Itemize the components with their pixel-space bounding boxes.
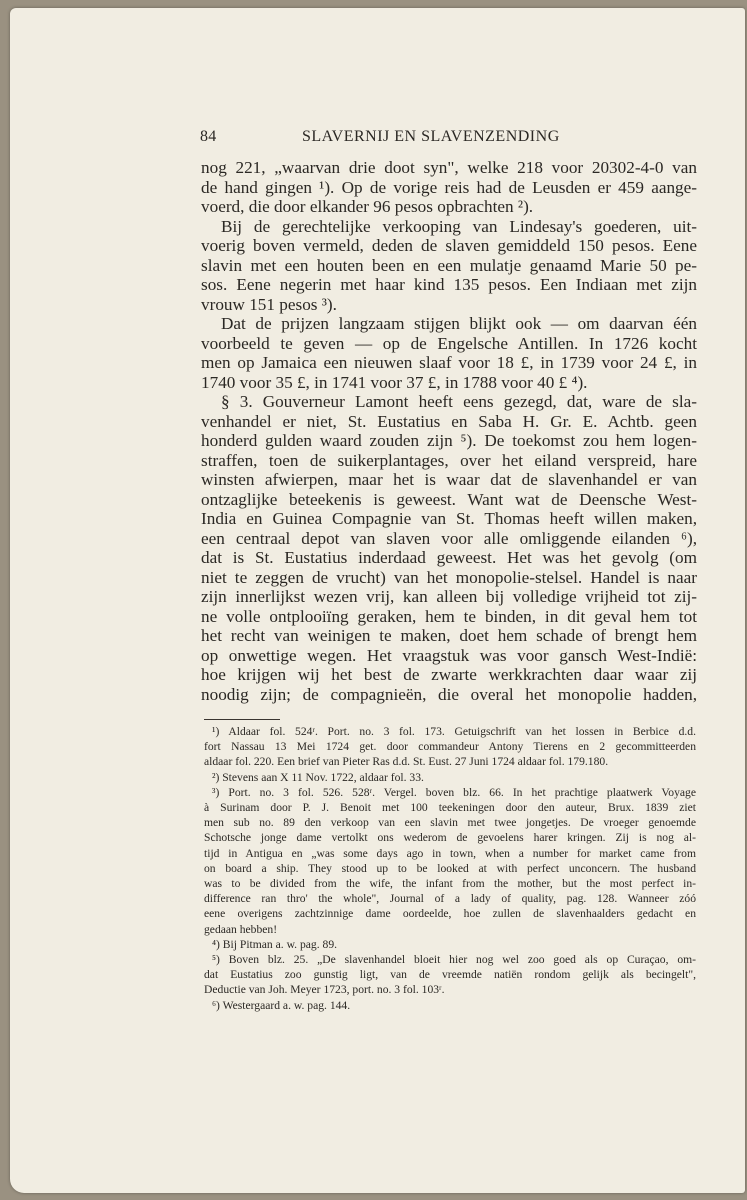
body-line: nog 221, „waarvan drie doot syn", welke 218 voor 20302-4-0 van — [201, 158, 697, 177]
body-line: Bij de gerechtelijke verkooping van Lindesay's goederen, uit- — [221, 216, 697, 236]
body-line: de hand gingen ¹). Op de vorige reis had de Leusden er 459 aange- — [201, 177, 697, 197]
footnote-line: difference ran thro' the whole", Journal of a lady of quality, pag. 128. Wanneer zóó — [204, 892, 696, 906]
body-line: slavin met een houten been en een mulatje genaamd Marie 50 pe- — [201, 255, 697, 275]
footnote-line: was to be divided from the wife, the infant from the mother, but the most perfect in- — [204, 877, 696, 891]
body-line: voerig boven vermeld, deden de slaven gemiddeld 150 pesos. Eene — [201, 236, 697, 255]
body-line: ontzaglijke beteekenis is geweest. Want wat de Deensche West- — [201, 489, 697, 509]
running-title: SLAVERNIJ EN SLAVENZENDING — [302, 128, 560, 145]
footnote-line: Deductie van Joh. Meyer 1723, port. no. 3 fol. 103ʳ. — [204, 983, 445, 997]
footnote-line: ³) Port. no. 3 fol. 526. 528ʳ. Vergel. boven blz. 66. In het prachtige plaatwerk Voyage — [212, 785, 696, 799]
footnote-line: ⁶) Westergaard a. w. pag. 144. — [212, 998, 351, 1012]
footnote-line: men sub no. 89 den verkoop van een slavin met twee jongetjes. De vroeger genoemde — [204, 816, 696, 830]
footnote-line: ⁵) Boven blz. 25. „De slavenhandel bloeit hier nog wel zoo goed als op Curaçao, om- — [212, 953, 696, 967]
body-line: § 3. Gouverneur Lamont heeft eens gezegd, dat, ware de sla- — [221, 392, 697, 411]
body-line: hoe krijgen wij het best de zwarte werkkrachten daar waar zij — [201, 665, 697, 684]
footnote-line: ¹) Aldaar fol. 524ʳ. Port. no. 3 fol. 173. Getuigschrift van het lossen in Berbice d.d. — [212, 725, 696, 738]
footnote-rule — [204, 719, 280, 720]
body-line: 1740 voor 35 £, in 1741 voor 37 £, in 1788 voor 40 £ ⁴). — [201, 372, 588, 392]
footnote-line: on board a ship. They stood up to be looked at with perfect unconcern. The husband — [204, 861, 696, 875]
body-line: dat is St. Eustatius inderdaad geweest. Het was het gevolg (om — [201, 548, 697, 567]
footnotes — [204, 724, 696, 1013]
body-line: voorbeeld te geven — op de Engelsche Antillen. In 1726 kocht — [201, 333, 697, 353]
body-line: straffen, toen de suikerplantages, over het eiland verspreid, hare — [201, 450, 697, 470]
body-line: men op Jamaica een nieuwen slaaf voor 18 £, in 1739 voor 24 £, in — [201, 353, 697, 372]
footnote-line: ²) Stevens aan X 11 Nov. 1722, aldaar fol. 33. — [212, 770, 424, 784]
body-line: Dat de prijzen langzaam stijgen blijkt ook — om daarvan één — [221, 314, 697, 333]
body-line: honderd gulden waard zouden zijn ⁵). De toekomst zou hem logen- — [201, 431, 697, 450]
footnote-line: Schotsche jonge dame vertolkt ons wederom de gevoelens harer kringen. Zij is nog al- — [204, 831, 696, 845]
body-text — [201, 158, 697, 704]
body-line: venhandel er niet, St. Eustatius en Saba H. Gr. E. Achtb. geen — [201, 411, 697, 431]
body-line: India en Guinea Compagnie van St. Thomas heeft willen maken, — [201, 509, 697, 528]
page-number: 84 — [200, 128, 217, 145]
body-line: voerd, die door elkander 96 pesos opbrachten ²). — [201, 197, 534, 216]
body-line: het recht van weinigen te maken, doet hem schade of brengt hem — [201, 626, 697, 645]
footnote-line: fort Nassau 13 Mei 1724 get. door commandeur Antony Tierens en 2 gecommitteerden — [204, 740, 696, 754]
body-line: zijn innerlijkst wezen vrij, kan alleen bij volledige vrijheid tot zij- — [201, 587, 697, 606]
body-line: op onwettige wegen. Het vraagstuk was voor gansch West-Indië: — [201, 645, 697, 665]
footnote-line: aldaar fol. 220. Een brief van Pieter Ras d.d. St. Eust. 27 Juni 1724 aldaar fol. 179.180. — [204, 755, 609, 769]
footnote-line: dat Eustatius zoo gunstig ligt, van de vreemde natiën rondom gelijk als becingelt", — [204, 968, 696, 982]
body-line: winsten afwierpen, maar het is waar dat de slavenhandel er van — [201, 470, 697, 489]
body-line: niet te zeggen de vrucht) van het monopolie-stelsel. Handel is naar — [201, 567, 697, 587]
footnote-line: gedaan hebben! — [204, 922, 278, 936]
footnote-line: tijd in Antigua en „was some days ago in town, when a number for market came from — [204, 846, 696, 860]
footnote-line: eene overigens zachtzinnige dame oordeelde, hoe zullen de slavenhaalders gedacht en — [204, 907, 696, 921]
footnote-line: à Surinam door P. J. Benoit met 100 teekeningen door den auteur, Brux. 1839 ziet — [204, 801, 696, 815]
body-line: vrouw 151 pesos ³). — [201, 294, 337, 314]
body-line: noodig zijn; de compagnieën, die overal het monopolie hadden, — [201, 684, 697, 704]
body-line: een centraal depot van slaven voor alle omliggende eilanden ⁶), — [201, 528, 697, 548]
body-line: ne volle ontplooiïng geraken, hem te binden, in dit geval hem tot — [201, 606, 697, 626]
footnote-line: ⁴) Bij Pitman a. w. pag. 89. — [212, 937, 338, 951]
body-line: sos. Eene negerin met haar kind 135 pesos. Een Indiaan met zijn — [201, 275, 697, 294]
